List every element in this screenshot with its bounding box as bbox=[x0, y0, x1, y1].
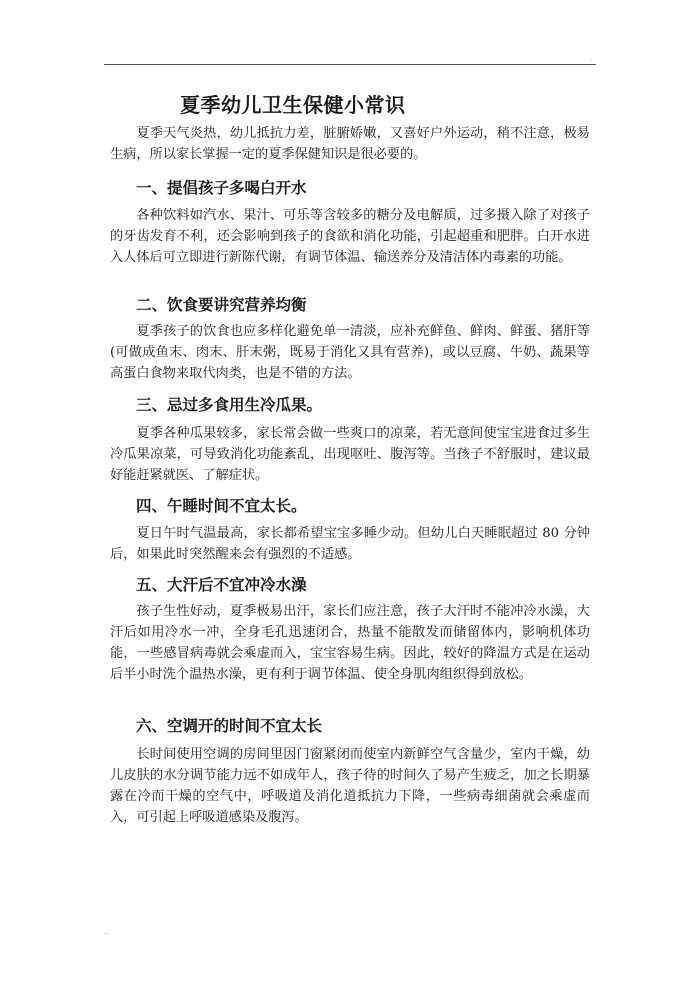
section-body-2: 夏季孩子的饮食也应多样化避免单一清淡，应补充鲜鱼、鲜肉、鲜蛋、猪肝等(可做成鱼末、肉末、肝末粥，既易于消化又具有营养)，或以豆腐、牛奶、蔬果等高蛋白食物来取代肉类，也是不错的方法。 bbox=[110, 324, 590, 381]
section-heading-1: 一、提倡孩子多喝白开水 bbox=[136, 178, 307, 197]
intro-paragraph-block bbox=[110, 123, 590, 165]
section-body-block-5 bbox=[110, 601, 590, 685]
section-body-6: 长时间使用空调的房间里因门窗紧闭而使室内新鲜空气含量少，室内干燥，幼儿皮肤的水分调节能力远不如成年人，孩子待的时间久了易产生疲乏，加之长期暴露在冷而干燥的空气中，呼吸道及消化道抵抗力下降，一些病毒细菌就会乘虚而入，可引起上呼吸道感染及腹泻。 bbox=[110, 747, 590, 825]
section-body-block-6 bbox=[110, 744, 590, 828]
section-body-block-4 bbox=[110, 523, 590, 565]
document-title: 夏季幼儿卫生保健小常识 bbox=[180, 93, 406, 117]
section-body-block-3 bbox=[110, 423, 590, 486]
section-body-block-1 bbox=[110, 205, 590, 268]
section-body-4: 夏日午时气温最高，家长都希望宝宝多睡少动。但幼儿白天睡眠超过 80 分钟后，如果此时突然醒来会有强烈的不适感。 bbox=[110, 526, 590, 562]
corner-mark-top: · bbox=[590, 56, 593, 64]
section-heading-4: 四、午睡时间不宜太长。 bbox=[136, 496, 307, 515]
corner-mark-bottom: ·· bbox=[104, 930, 109, 938]
section-body-5: 孩子生性好动，夏季极易出汗，家长们应注意，孩子大汗时不能冲冷水澡，大汗后如用冷水一冲，全身毛孔迅速闭合，热量不能散发而储留体内，影响机体功能，一些感冒病毒就会乘虚而入，宝宝容易生病。因此，较好的降温方式是在运动后半小时洗个温热水澡，更有利于调节体温、使全身肌肉组织得到放松。 bbox=[110, 604, 590, 682]
section-body-3: 夏季各种瓜果较多，家长常会做一些爽口的凉菜，若无意间使宝宝进食过多生冷瓜果凉菜，可导致消化功能紊乱，出现呕吐、腹泻等。当孩子不舒服时，建议最好能赶紧就医、了解症状。 bbox=[110, 426, 590, 483]
section-heading-5: 五、大汗后不宜冲冷水澡 bbox=[136, 575, 307, 594]
section-heading-2: 二、饮食要讲究营养均衡 bbox=[136, 295, 307, 314]
section-heading-3: 三、忌过多食用生冷瓜果。 bbox=[136, 395, 323, 414]
section-body-block-2 bbox=[110, 321, 590, 384]
section-body-1: 各种饮料如汽水、果汁、可乐等含较多的糖分及电解质，过多摄入除了对孩子的牙齿发育不利，还会影响到孩子的食欲和消化功能，引起超重和肥胖。白开水进入人体后可立即进行新陈代谢，有调节体温、输送养分及清洁体内毒素的功能。 bbox=[110, 208, 590, 265]
intro-paragraph: 夏季天气炎热，幼儿抵抗力差，脏腑娇嫩，又喜好户外运动，稍不注意，极易生病，所以家长掌握一定的夏季保健知识是很必要的。 bbox=[110, 126, 590, 162]
section-heading-6: 六、空调开的时间不宜太长 bbox=[136, 716, 323, 735]
header-rule bbox=[104, 64, 596, 65]
